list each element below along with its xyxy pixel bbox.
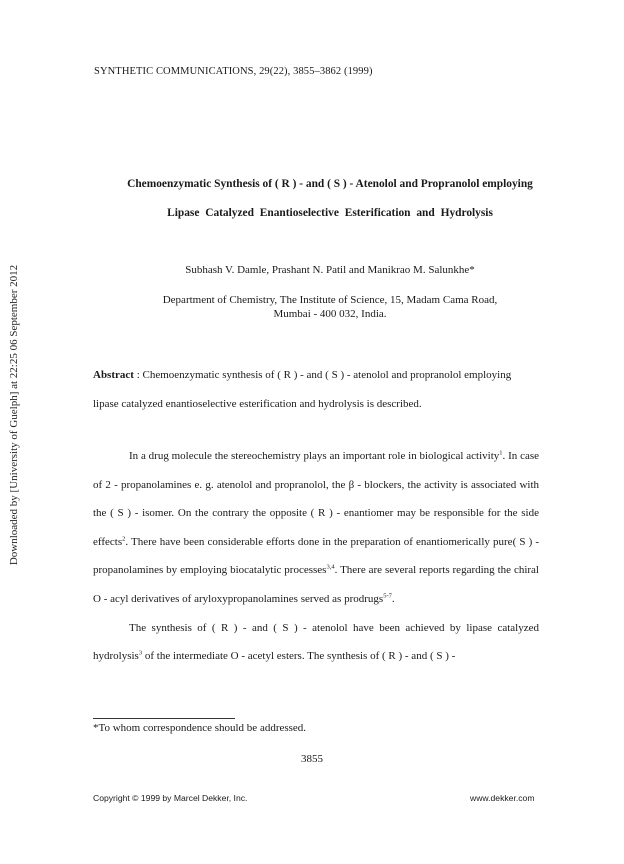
download-note: Downloaded by [University of Guelph] at 22:25 06 September 2012 [8,264,20,566]
paragraph-2 [93,614,539,671]
citation-ref: 2 [122,535,126,543]
publisher-website: www.dekker.com [470,793,535,803]
abstract-label: Abstract [93,369,134,381]
paper-title-line-2: Lipase Catalyzed Enantioselective Esterification and Hydrolysis [167,207,493,219]
citation-ref: 5-7 [383,592,392,600]
p1-text-a: In a drug molecule the stereochemistry plays an important role in biological activity [129,450,500,462]
copyright: Copyright © 1999 by Marcel Dekker, Inc. [93,793,248,803]
download-watermark [0,0,30,864]
citation-ref: 3,4 [326,563,335,571]
abstract [93,361,539,419]
affiliation [60,293,600,321]
body-text [93,442,539,671]
affiliation-line-1: Department of Chemistry, The Institute of Science, 15, Madam Cama Road, [162,294,498,306]
p2-text-b: of the intermediate O - acetyl esters. The synthesis of ( R ) - and ( S ) - [142,650,456,663]
p1-text-c: . There have been considerable efforts done in the preparation of enantiomerically pure( S ) - propanolamines by employing biocatalytic processes [93,535,539,577]
authors: Subhash V. Damle, Prashant N. Patil and Manikrao M. Salunkhe* [185,264,475,276]
paragraph-1 [93,442,539,614]
p1-text-b: . In case of 2 - propanolamines e. g. atenolol and propranolol, the β - blockers, the activity is associated with the ( S ) - isomer. On the contrary the opposite ( R ) - enantiomer may be responsible for the side effects [93,450,539,548]
paper-title-line-1: Chemoenzymatic Synthesis of ( R ) - and ( S ) - Atenolol and Propranolol employing [127,178,533,190]
affiliation-line-2: Mumbai - 400 032, India. [273,308,387,320]
p2-text-a: The synthesis of ( R ) - and ( S ) - atenolol have been achieved by lipase catalyzed hydrolysis [93,621,539,663]
journal-header: SYNTHETIC COMMUNICATIONS, 29(22), 3855–3862 (1999) [94,66,373,77]
citation-ref: 1 [499,449,503,457]
p1-text-d: . There are several reports regarding the chiral O - acyl derivatives of aryloxypropanolamines served as prodrugs [93,564,539,605]
page-number: 3855 [301,753,323,765]
footnote: *To whom correspondence should be addressed. [93,722,307,734]
p1-text-e: . [391,592,395,605]
footnote-divider [93,718,235,719]
citation-ref: 3 [138,649,143,657]
abstract-text: : Chemoenzymatic synthesis of ( R ) - and ( S ) - atenolol and propranolol employing lipase catalyzed enantioselective esterification and hydrolysis is described. [93,369,512,410]
